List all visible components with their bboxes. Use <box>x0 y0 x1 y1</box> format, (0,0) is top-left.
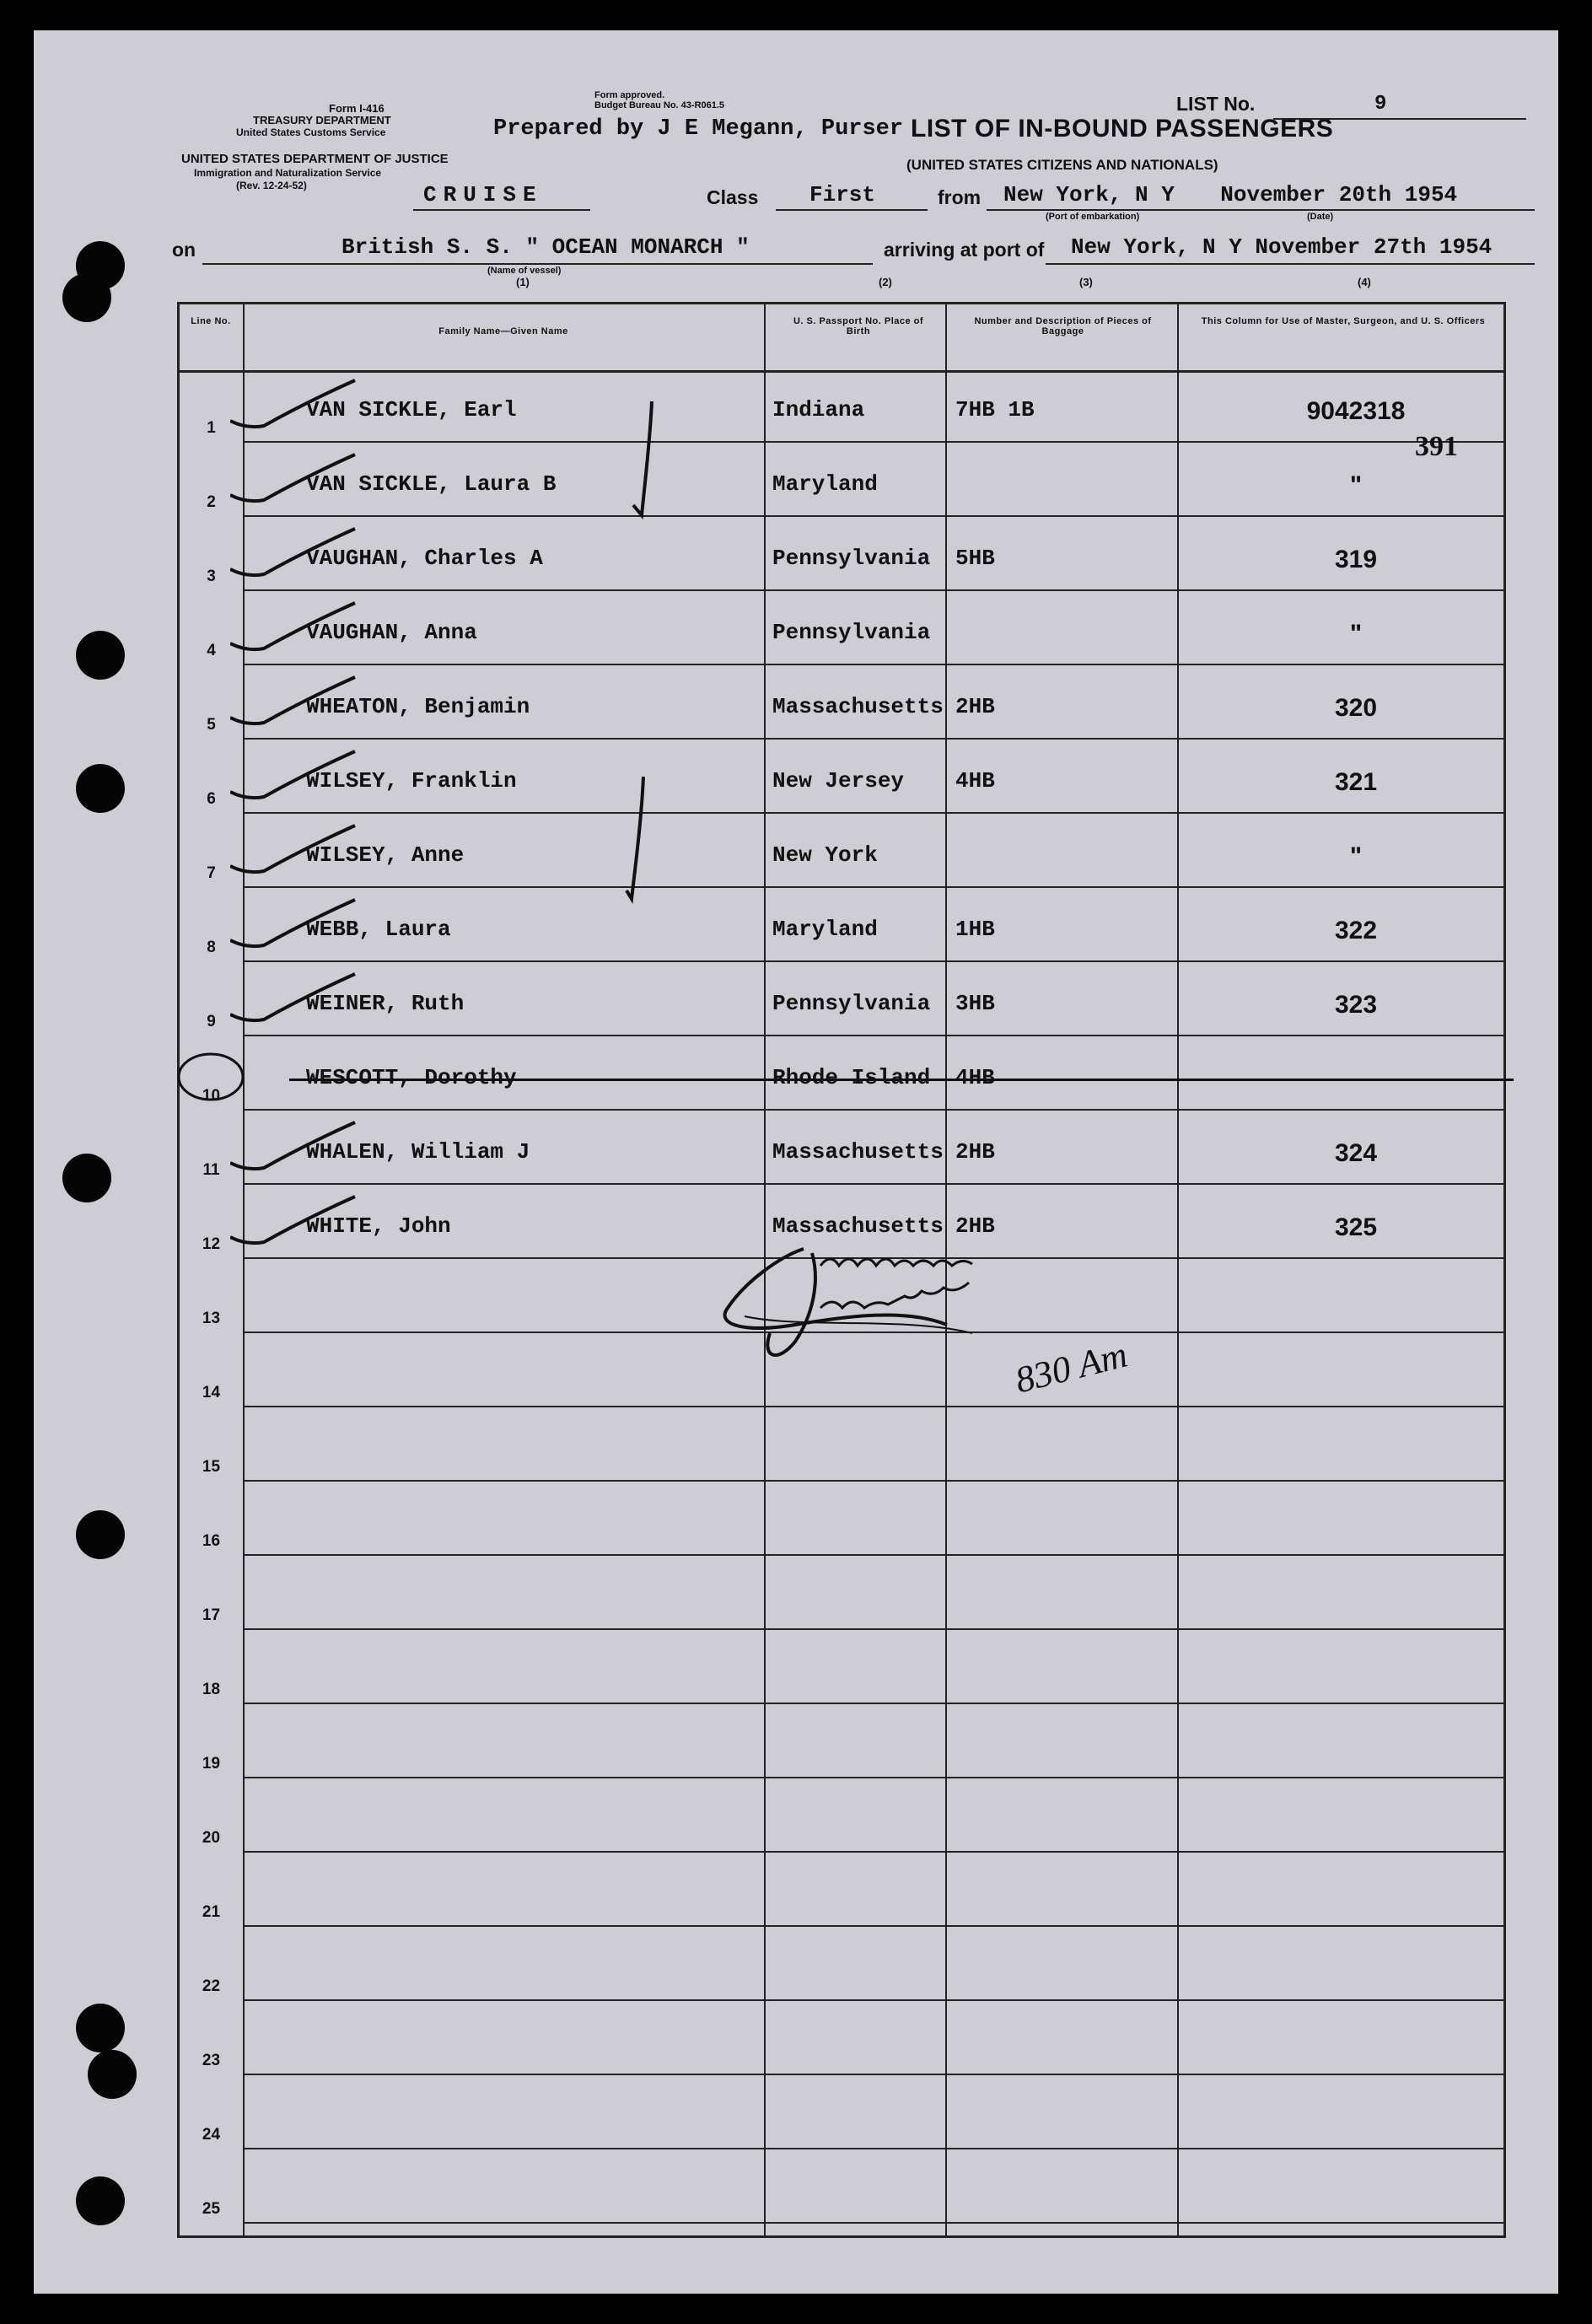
table-row <box>180 1853 1503 1927</box>
form-approved: Form approved. <box>594 90 665 100</box>
place-of-birth: Indiana <box>772 397 865 422</box>
ins-label: Immigration and Naturalization Service <box>194 167 382 179</box>
check-mark <box>230 525 357 584</box>
check-mark <box>230 674 357 733</box>
place-of-birth: Maryland <box>772 917 878 942</box>
col-marker-4: (4) <box>1358 276 1371 288</box>
embark-date: November 20th 19 <box>1220 182 1431 207</box>
table-row <box>180 369 1503 443</box>
port-embark-caption: (Port of embarkation) <box>1046 212 1140 222</box>
line-number: 18 <box>202 1681 221 1698</box>
line-number: 25 <box>202 2200 221 2218</box>
table-row <box>180 740 1503 814</box>
arrival-year: 54 <box>1466 234 1492 260</box>
place-of-birth: Rhode Island <box>772 1065 931 1090</box>
place-of-birth: Maryland <box>772 471 878 497</box>
check-mark <box>230 822 357 881</box>
prepared-by: Prepared by J E Megann, Purser <box>493 116 904 142</box>
table-row <box>180 1704 1503 1778</box>
table-row <box>180 1036 1503 1111</box>
passenger-name: WEBB, Laura <box>306 917 451 942</box>
arriving-label: arriving at port of <box>884 239 1045 261</box>
line-number: 13 <box>202 1310 221 1327</box>
punch-hole <box>62 1154 111 1202</box>
revision-label: (Rev. 12-24-52) <box>236 180 307 191</box>
line-number: 6 <box>207 790 216 808</box>
passenger-table <box>177 302 1506 2238</box>
officer-entry: " <box>1349 620 1363 648</box>
baggage-description: 1HB <box>955 917 995 942</box>
line-number: 21 <box>202 1903 221 1921</box>
officer-entry: 325 <box>1334 1213 1378 1241</box>
table-row <box>180 665 1503 740</box>
place-of-birth: Massachusetts <box>772 1139 944 1165</box>
passenger-name: VAN SICKLE, Laura B <box>306 471 557 497</box>
vessel-name: British S. S. " OCEAN MONARCH " <box>342 234 750 260</box>
col-marker-3: (3) <box>1079 276 1093 288</box>
cruise-label: CRUISE <box>423 182 543 207</box>
table-row <box>180 1482 1503 1556</box>
budget-bureau: Budget Bureau No. 43-R061.5 <box>594 100 725 110</box>
line-number: 14 <box>202 1384 221 1401</box>
punch-hole <box>76 1510 125 1559</box>
place-of-birth: Pennsylvania <box>772 620 931 645</box>
place-of-birth: Massachusetts <box>772 1213 944 1239</box>
form-number: Form I-416 <box>329 102 385 115</box>
vessel-field <box>202 234 873 265</box>
line-number: 2 <box>207 493 216 511</box>
passenger-name: VAN SICKLE, Earl <box>306 397 517 422</box>
baggage-description: 4HB <box>955 768 995 793</box>
officer-entry: 321 <box>1334 768 1378 796</box>
table-row <box>180 1556 1503 1630</box>
officer-entry: 322 <box>1334 917 1378 944</box>
class-value: First <box>809 182 876 207</box>
place-of-birth: Pennsylvania <box>772 546 931 571</box>
line-number: 9 <box>207 1013 216 1030</box>
passenger-name: WEINER, Ruth <box>306 991 465 1016</box>
class-label: Class <box>707 186 759 208</box>
table-row <box>180 2149 1503 2224</box>
list-title: LIST OF IN-BOUND PASSENGERS <box>911 115 1334 143</box>
baggage-description: 4HB <box>955 1065 995 1090</box>
officer-margin-note: 391 <box>1415 431 1458 462</box>
header-baggage: Number and Description of Pieces of Baggage <box>974 316 1152 336</box>
header-family-name: Family Name—Given Name <box>438 326 568 336</box>
header-passport: U. S. Passport No. Place of Birth <box>793 316 924 336</box>
punch-hole <box>62 273 111 322</box>
passenger-name: WHALEN, William J <box>306 1139 530 1165</box>
table-row <box>180 517 1503 591</box>
table-row <box>180 1630 1503 1704</box>
list-no-value: 9 <box>1374 93 1387 116</box>
table-row <box>180 443 1503 517</box>
punch-hole <box>76 2176 125 2225</box>
embark-year: 54 <box>1430 182 1458 207</box>
passenger-name: VAUGHAN, Anna <box>306 620 477 645</box>
cruise-underline <box>413 209 590 211</box>
baggage-description: 2HB <box>955 1213 995 1239</box>
line-number: 7 <box>207 864 216 882</box>
line-number: 8 <box>207 939 216 956</box>
bracket-mark <box>610 772 660 907</box>
inspector-signature <box>694 1232 1166 1434</box>
line-number: 24 <box>202 2126 221 2144</box>
passenger-name: WHEATON, Benjamin <box>306 694 530 719</box>
check-mark <box>230 377 357 436</box>
place-of-birth: Massachusetts <box>772 694 944 719</box>
line-number: 16 <box>202 1532 221 1550</box>
line-number: 23 <box>202 2052 221 2069</box>
passenger-name: VAUGHAN, Charles A <box>306 546 543 571</box>
row-rule <box>243 2222 1503 2224</box>
line-number: 19 <box>202 1755 221 1773</box>
arrival-port-date: New York, N Y November 27th 19 <box>1071 234 1466 260</box>
baggage-description: 7HB 1B <box>955 397 1035 422</box>
line-number: 15 <box>202 1458 221 1476</box>
vessel-caption: (Name of vessel) <box>487 266 562 276</box>
check-mark <box>230 896 357 955</box>
passenger-name: WILSEY, Anne <box>306 842 465 868</box>
baggage-description: 3HB <box>955 991 995 1016</box>
from-value: New York, N Y <box>1003 182 1175 207</box>
table-row <box>180 1111 1503 1185</box>
punch-hole <box>76 764 125 813</box>
check-mark <box>230 451 357 510</box>
arrival-field <box>1046 234 1535 265</box>
table-row <box>180 962 1503 1036</box>
line-number: 3 <box>207 568 216 585</box>
list-subtitle: (UNITED STATES CITIZENS AND NATIONALS) <box>906 157 1218 173</box>
officer-entry: " <box>1349 842 1363 870</box>
line-number: 4 <box>207 642 216 659</box>
place-of-birth: New York <box>772 842 878 868</box>
on-label: on <box>172 239 196 261</box>
from-label: from <box>938 186 982 208</box>
line-number: 17 <box>202 1606 221 1624</box>
officer-entry: 324 <box>1334 1139 1378 1167</box>
line-number: 5 <box>207 716 216 734</box>
passenger-name: WESCOTT, Dorothy <box>306 1065 517 1090</box>
check-mark <box>230 748 357 807</box>
table-row <box>180 2075 1503 2149</box>
punch-hole <box>76 631 125 680</box>
check-mark <box>230 1119 357 1178</box>
passenger-name: WHITE, John <box>306 1213 451 1239</box>
place-of-birth: Pennsylvania <box>772 991 931 1016</box>
circle-mark <box>173 1045 249 1104</box>
table-row <box>180 814 1503 888</box>
punch-hole <box>88 2050 137 2099</box>
table-row <box>180 2001 1503 2075</box>
class-field <box>776 182 928 211</box>
col-marker-2: (2) <box>879 276 892 288</box>
baggage-description: 2HB <box>955 694 995 719</box>
baggage-description: 2HB <box>955 1139 995 1165</box>
table-row <box>180 591 1503 665</box>
from-field <box>987 182 1535 211</box>
officer-entry: 9042318 <box>1306 397 1406 425</box>
bracket-mark <box>618 397 669 532</box>
col-marker-1: (1) <box>516 276 530 288</box>
customs-label: United States Customs Service <box>236 126 386 138</box>
check-mark <box>230 971 357 1030</box>
line-number: 10 <box>202 1087 221 1105</box>
table-row <box>180 888 1503 962</box>
list-no-field <box>1273 93 1526 120</box>
line-number: 22 <box>202 1977 221 1995</box>
place-of-birth: New Jersey <box>772 768 905 793</box>
line-number: 11 <box>202 1161 220 1179</box>
passenger-name: WILSEY, Franklin <box>306 768 517 793</box>
justice-label: UNITED STATES DEPARTMENT OF JUSTICE <box>181 152 449 166</box>
check-mark <box>230 1193 357 1252</box>
header-line-no: Line No. <box>191 316 231 326</box>
table-row <box>180 1927 1503 2001</box>
officer-entry: 319 <box>1334 546 1378 573</box>
line-number: 20 <box>202 1829 221 1847</box>
strike-through-line <box>289 1079 1514 1081</box>
table-row <box>180 1778 1503 1853</box>
officer-entry: " <box>1349 471 1363 499</box>
officer-entry: 323 <box>1334 991 1378 1019</box>
baggage-description: 5HB <box>955 546 995 571</box>
officer-entry: 320 <box>1334 694 1378 722</box>
treasury-label: TREASURY DEPARTMENT <box>253 114 391 126</box>
header-officers: This Column for Use of Master, Surgeon, and U. S. Officers <box>1201 316 1486 326</box>
date-caption: (Date) <box>1307 212 1334 222</box>
list-no-label: LIST No. <box>1176 93 1256 115</box>
punch-hole <box>76 2004 125 2052</box>
check-mark <box>230 600 357 659</box>
inspection-time-note: 830 Am <box>1011 1333 1132 1401</box>
line-number: 1 <box>207 419 216 437</box>
line-number: 12 <box>202 1235 221 1253</box>
